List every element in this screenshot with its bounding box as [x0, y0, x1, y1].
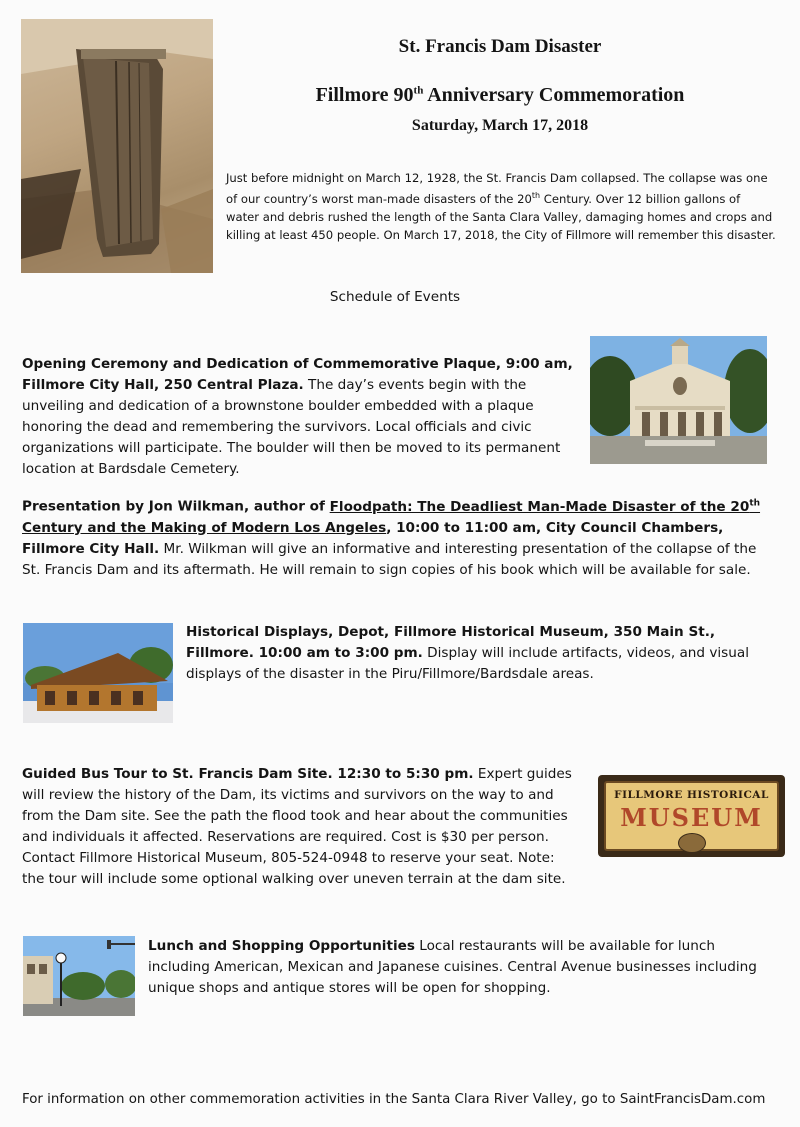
event-opening-heading: Opening Ceremony and Dedication of Commemorative Plaque, 9:00 am, Fillmore City Hall, 250 Central Plaza. [22, 356, 573, 393]
event-bus-tour-body: Expert guides will review the history of the Dam, its victims and survivors on the way to and from the Dam site. See the path the flood took and hear about the communities and individuals it affected. Reservations are required. Cost is $30 per person. Contact Fillmore Historical Museum, 805-524-0948 to reserve your seat. Note: the tour will include some optional walking over uneven terrain at the dam site. [22, 766, 572, 887]
intro-text-a: Just before midnight on March 12, 1928, the St. Francis Dam collapsed. The collapse was one of our country’s worst man-made disasters of the 20 [226, 171, 768, 206]
museum-logo-top: FILLMORE HISTORICAL [614, 789, 769, 801]
event-opening [22, 354, 578, 480]
museum-logo-plate [604, 781, 779, 851]
event-displays [186, 622, 774, 685]
event-displays-heading: Historical Displays, Depot, Fillmore Historical Museum, 350 Main St., Fillmore. 10:00 am to 3:00 pm. [186, 624, 716, 661]
event-bus-tour [22, 764, 580, 890]
city-hall-photo [590, 336, 767, 464]
dam-ruin-photo [21, 19, 213, 273]
intro-text-b: Century. Over 12 billion gallons of water and debris rushed the length of the Santa Clara Valley, damaging homes and crops and killing at least 450 people. On March 17, 2018, the City of Fillmore will remember this disaster. [226, 191, 776, 242]
event-date: Saturday, March 17, 2018 [411, 117, 589, 134]
subtitle-rest: Anniversary Commemoration [423, 84, 685, 106]
intro-paragraph [226, 169, 776, 244]
depot-photo [23, 623, 173, 723]
intro-sup: th [531, 191, 541, 200]
dam-ruin-drawing [21, 19, 213, 273]
city-hall-drawing [590, 336, 767, 464]
event-lunch [148, 936, 772, 999]
museum-logo [598, 775, 785, 857]
depot-drawing [23, 623, 173, 723]
event-presentation-heading-a: Presentation by Jon Wilkman, author of [22, 498, 330, 515]
event-presentation-heading-b: , 10:00 to 11:00 am, City Council Chambers, Fillmore City Hall. [22, 519, 724, 557]
museum-logo-emblem [678, 833, 706, 853]
book-title-sup: th [749, 498, 761, 508]
event-opening-body: The day’s events begin with the unveiling and dedication of a brownstone boulder embedded with a plaque honoring the dead and remembering the survivors. Local officials and civic organizations will participate. The boulder will then be moved to its permanent location at Bardsdale Cemetery. [22, 377, 561, 477]
subtitle-sup: th [413, 84, 424, 97]
event-presentation [22, 493, 774, 581]
footer-info: For information on other commemoration activities in the Santa Clara River Valley, go to SaintFrancisDam.com [22, 1092, 766, 1107]
museum-logo-bottom: MUSEUM [620, 803, 763, 832]
schedule-heading: Schedule of Events [329, 289, 461, 305]
page-title: St. Francis Dam Disaster [398, 36, 602, 57]
event-displays-body: Display will include artifacts, videos, and visual displays of the disaster in the Piru/Fillmore/Bardsdale areas. [186, 645, 749, 682]
street-drawing [23, 936, 135, 1016]
event-lunch-heading: Lunch and Shopping Opportunities [148, 938, 415, 954]
subtitle [220, 84, 780, 107]
book-title-b: Century and the Making of Modern Los Angeles [22, 519, 387, 536]
street-photo [23, 936, 135, 1016]
subtitle-main: Fillmore 90 [315, 84, 414, 106]
book-title-a: Floodpath: The Deadliest Man-Made Disaster of the 20 [329, 498, 750, 515]
event-bus-tour-heading: Guided Bus Tour to St. Francis Dam Site. 12:30 to 5:30 pm. [22, 766, 474, 782]
event-presentation-body: Mr. Wilkman will give an informative and interesting presentation of the collapse of the St. Francis Dam and its aftermath. He will remain to sign copies of his book which will be available for sale. [22, 540, 757, 578]
event-lunch-body: Local restaurants will be available for lunch including American, Mexican and Japanese cuisines. Central Avenue businesses including unique shops and antique stores will be open for shopping. [148, 938, 757, 996]
